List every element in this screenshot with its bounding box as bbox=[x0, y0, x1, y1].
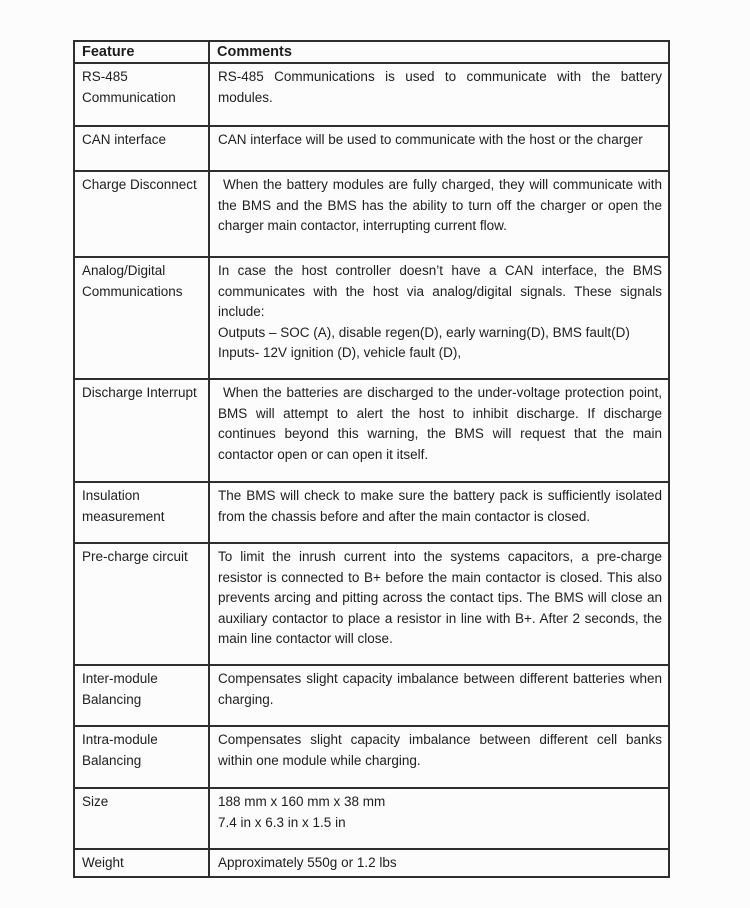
feature-label-line: Balancing bbox=[82, 691, 142, 707]
feature-label-line: Communications bbox=[82, 283, 183, 299]
comment-paragraph: 7.4 in x 6.3 in x 1.5 in bbox=[218, 814, 346, 830]
feature-label-line: Pre-charge circuit bbox=[82, 549, 188, 564]
feature-label-line: CAN interface bbox=[82, 132, 167, 147]
comment-paragraph: 188 mm x 160 mm x 38 mm bbox=[218, 794, 386, 809]
feature-cell bbox=[74, 788, 209, 849]
feature-cell bbox=[74, 726, 209, 788]
feature-cell bbox=[74, 171, 209, 257]
comment-paragraph: RS-485 Communications is used to communicate with the battery modules. bbox=[218, 69, 662, 105]
feature-label-line: measurement bbox=[82, 508, 165, 524]
feature-label-line: Weight bbox=[82, 855, 124, 870]
table-row bbox=[74, 726, 669, 788]
comments-cell bbox=[209, 788, 669, 849]
table-row bbox=[74, 63, 669, 126]
comments-cell bbox=[209, 171, 669, 257]
feature-cell bbox=[74, 126, 209, 171]
comment-paragraph: The BMS will check to make sure the battery pack is sufficiently isolated from the chassis before and after the main contactor is closed. bbox=[218, 488, 662, 524]
comments-cell bbox=[209, 257, 669, 379]
comment-paragraph: Outputs – SOC (A), disable regen(D), early warning(D), BMS fault(D) bbox=[218, 324, 630, 340]
comment-paragraph: To limit the inrush current into the systems capacitors, a pre-charge resistor is connected to B+ before the main contactor is closed. This also prevents arcing and pitting across the contact tips. The BMS will close an auxiliary contactor to place a resistor in line with B+. After 2 seconds, the main line contactor will close. bbox=[218, 549, 662, 646]
feature-comments-table bbox=[73, 40, 670, 878]
comments-cell bbox=[209, 482, 669, 543]
feature-label-line: Inter-module bbox=[82, 671, 158, 686]
feature-label-line: Analog/Digital bbox=[82, 263, 166, 278]
table-row bbox=[74, 126, 669, 171]
comments-column-header: Comments bbox=[209, 41, 669, 63]
comments-cell bbox=[209, 543, 669, 665]
table-row bbox=[74, 482, 669, 543]
feature-cell bbox=[74, 379, 209, 482]
table-row bbox=[74, 379, 669, 482]
feature-label-line: Size bbox=[82, 794, 109, 809]
table-row bbox=[74, 849, 669, 877]
table-row bbox=[74, 788, 669, 849]
feature-label-line: Discharge Interrupt bbox=[82, 385, 197, 400]
feature-cell bbox=[74, 665, 209, 726]
comment-paragraph: Inputs- 12V ignition (D), vehicle fault (D), bbox=[218, 345, 462, 360]
comments-cell bbox=[209, 63, 669, 126]
comment-paragraph: Compensates slight capacity imbalance between different batteries when charging. bbox=[218, 671, 662, 707]
feature-label-line: Communication bbox=[82, 89, 176, 105]
feature-cell bbox=[74, 543, 209, 665]
feature-cell bbox=[74, 257, 209, 379]
feature-label-line: Intra-module bbox=[82, 732, 158, 747]
comments-cell bbox=[209, 665, 669, 726]
feature-cell bbox=[74, 849, 209, 877]
feature-label-line: Balancing bbox=[82, 752, 142, 768]
comment-paragraph: Compensates slight capacity imbalance between different cell banks within one module while charging. bbox=[218, 732, 662, 768]
comment-paragraph: In case the host controller doesn’t have a CAN interface, the BMS communicates with the host via analog/digital signals. These signals include: bbox=[218, 263, 662, 319]
feature-label-line: RS-485 bbox=[82, 69, 128, 84]
comment-paragraph: When the battery modules are fully charged, they will communicate with the BMS and the BMS has the ability to turn off the charger or open the charger main contactor, interrupting current flow. bbox=[218, 177, 662, 233]
feature-label-line: Insulation bbox=[82, 488, 140, 503]
table-header-row bbox=[74, 41, 669, 63]
comment-paragraph: Approximately 550g or 1.2 lbs bbox=[218, 855, 397, 870]
comment-paragraph: CAN interface will be used to communicate with the host or the charger bbox=[218, 132, 643, 147]
feature-label-line: Charge Disconnect bbox=[82, 177, 197, 192]
comment-paragraph: When the batteries are discharged to the under-voltage protection point, BMS will attempt to alert the host to inhibit discharge. If discharge continues beyond this warning, the BMS will request that the main contactor open or can open it itself. bbox=[218, 385, 662, 462]
table-row bbox=[74, 257, 669, 379]
comments-cell bbox=[209, 126, 669, 171]
feature-cell bbox=[74, 482, 209, 543]
table-body bbox=[74, 63, 669, 877]
table-row bbox=[74, 543, 669, 665]
table-row bbox=[74, 171, 669, 257]
feature-cell bbox=[74, 63, 209, 126]
table-row bbox=[74, 665, 669, 726]
comments-cell bbox=[209, 379, 669, 482]
comments-cell bbox=[209, 726, 669, 788]
feature-column-header: Feature bbox=[74, 41, 209, 63]
comments-cell bbox=[209, 849, 669, 877]
